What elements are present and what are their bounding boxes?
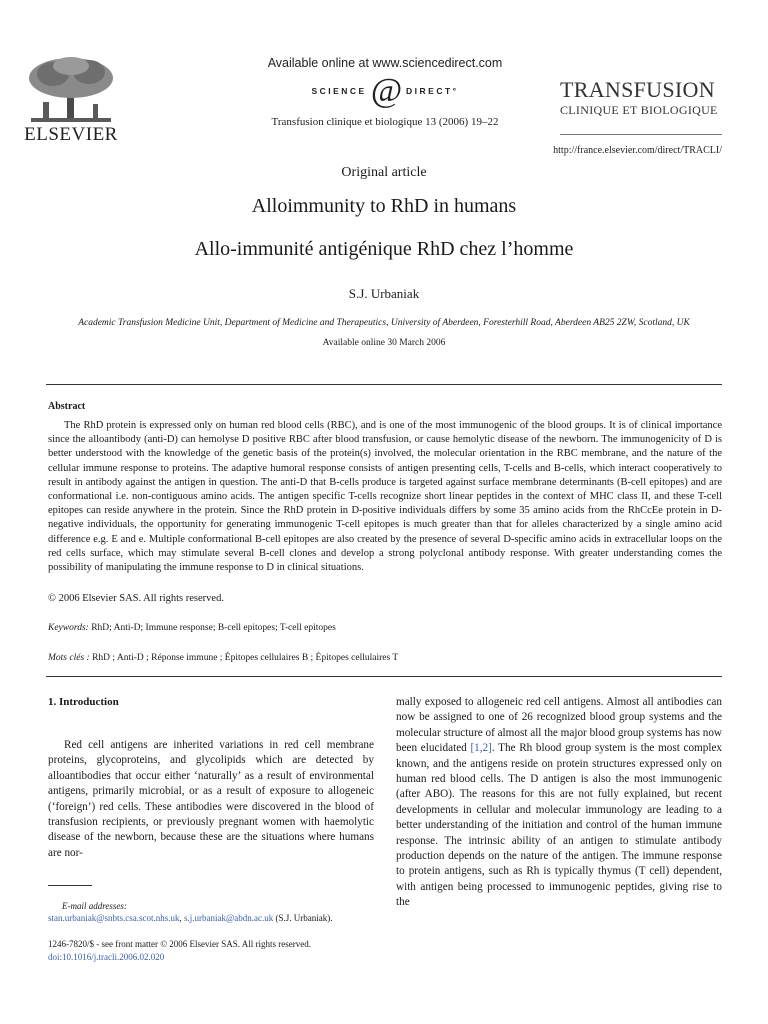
keywords-value: RhD; Anti-D; Immune response; B-cell epitopes; T-cell epitopes (88, 623, 336, 633)
email-label: E-mail addresses: (62, 901, 127, 911)
sd-science-word: SCIENCE (311, 86, 367, 96)
right-column-text-b: . The Rh blood group system is the most complex known, and the antigens reside on protein structures expressed only on human red blood cells. The D antigen is also the most immunogenic (after ABO). The reasons for this are not fully explained, but recent developments in cellular and molecular immunology are leading to a better understanding of the initiation and control of the human immune response. The intrinsic ability of an antigen to stimulate antibody production depends on the nature of the antigen. The immune response to protein antigens, such as Rh is typically thymus (T cell) dependent, with antigen being processed to immunogenic peptides, giving rise to the (396, 742, 722, 909)
article-title-french: Allo-immunité antigénique RhD chez l’homme (194, 238, 574, 260)
journal-name-line2: CLINIQUE ET BIOLOGIQUE (560, 103, 718, 117)
issn-line: 1246-7820/$ - see front matter © 2006 Elsevier SAS. All rights reserved. (48, 939, 312, 949)
abstract-heading: Abstract (48, 401, 86, 412)
publisher-name: ELSEVIER (24, 124, 118, 145)
journal-url[interactable]: http://france.elsevier.com/direct/TRACLI/ (553, 145, 722, 156)
body-right-column (396, 695, 722, 911)
section-heading: 1. Introduction (48, 696, 119, 708)
email-separator: , (179, 913, 185, 923)
sd-direct-word: DIRECT° (406, 86, 459, 96)
email-link-2[interactable]: s.j.urbaniak@abdn.ac.uk (184, 913, 274, 923)
journal-name-line1: TRANSFUSION (560, 77, 715, 102)
available-online-text[interactable]: Available online at www.sciencedirect.com (267, 56, 503, 70)
sd-at-icon: @ (370, 72, 403, 109)
email-link-1[interactable]: stan.urbaniak@snbts.csa.scot.nhs.uk (48, 913, 180, 923)
abstract-copyright: © 2006 Elsevier SAS. All rights reserved. (48, 593, 224, 604)
mots-cles (48, 653, 398, 663)
header-divider (560, 134, 722, 135)
mots-cles-value: RhD ; Anti-D ; Réponse immune ; Épitopes cellulaires B ; Épitopes cellulaires T (89, 653, 399, 663)
sciencedirect-logo (230, 72, 540, 109)
abstract-text: The RhD protein is expressed only on human red blood cells (RBC), and is one of the most immunogenic of the blood groups. It is of clinical importance since the alloantibody (anti-D) can hemolyse D positive RBC after blood transfusion, or cause hemolytic disease of the newborn. The immunogenicity of D is better understood with the knowledge of the genetic basis of the protein(s) involved, the molecular orientation in the RBC membrane, and the nature of the cellular immune response to proteins. The adaptive humoral response consists of antigen presenting cells, T-cells and B-cells, which interact cooperatively to result in antibody against the antigen in question. The anti-D that B-cells produce is targeted against surface membrane determinants (B-cell epitopes) and are conformational i.e. non-contiguous amino acids. The antigen specific T-cells recognize short linear peptides in the context of MHC class II, and these T-cell epitopes can reside anywhere in the protein. Since the RhD protein in D-positive individuals differs by some 35 amino acids from the RhCcEe protein in D-negative individuals, the opportunity for generating immunogenic T-cell epitopes is much greater than that for alleles characterized by a single amino acid difference e.g. E and e. Multiple conformational B-cell epitopes are also created by the presence of several D-specific amino acids in extracellular loops on the red cells surface, which may stimulate several B-cell clones and develop a strong polyclonal antibody response. With greater understanding comes the possibility of manipulating the immune response to D in clinical situations. (48, 420, 722, 574)
doi-link[interactable]: doi:10.1016/j.tracli.2006.02.020 (48, 952, 165, 962)
email-line (48, 913, 333, 923)
right-column-text-a: mally exposed to allogeneic red cell antigens. Almost all antibodies can now be assigned to one of 26 recognized blood group systems and the molecular structure of almost all the major blood group systems has now been elucidated (396, 696, 722, 755)
elsevier-logo (16, 56, 126, 146)
sciencedirect-header (230, 56, 540, 128)
journal-citation: Transfusion clinique et biologique 13 (2006) 19–22 (271, 116, 499, 128)
reference-link[interactable]: [1,2] (470, 742, 492, 755)
author-affiliation: Academic Transfusion Medicine Unit, Department of Medicine and Therapeutics, University of Aberdeen, Foresterhill Road, Aberdeen AB25 2ZW, Scotland, UK (78, 318, 690, 328)
elsevier-tree-icon (23, 56, 119, 126)
journal-logo (560, 78, 722, 118)
keywords (48, 623, 336, 633)
email-suffix: (S.J. Urbaniak). (273, 913, 333, 923)
abstract-bottom-divider (46, 676, 722, 677)
body-left-column: Red cell antigens are inherited variations in red cell membrane proteins, glycoproteins, and glycolipids which are detected by alloantibodies that occur either ‘naturally’ as a result of environmental antigens, primarily microbial, or as a result of exposure to allogeneic (‘foreign’) red cells. These antibodies were discovered in the blood of transfusion recipients, or previously pregnant women with haemolytic disease of the newborn, because these are the situations where humans are nor- (48, 739, 374, 859)
footnote-divider (48, 885, 92, 886)
mots-cles-label: Mots clés : (48, 653, 90, 663)
article-title: Alloimmunity to RhD in humans (251, 195, 517, 217)
abstract-top-divider (46, 384, 722, 385)
available-date: Available online 30 March 2006 (322, 338, 446, 348)
keywords-label: Keywords: (48, 623, 89, 633)
article-type: Original article (341, 165, 427, 180)
author-name: S.J. Urbaniak (348, 286, 420, 301)
